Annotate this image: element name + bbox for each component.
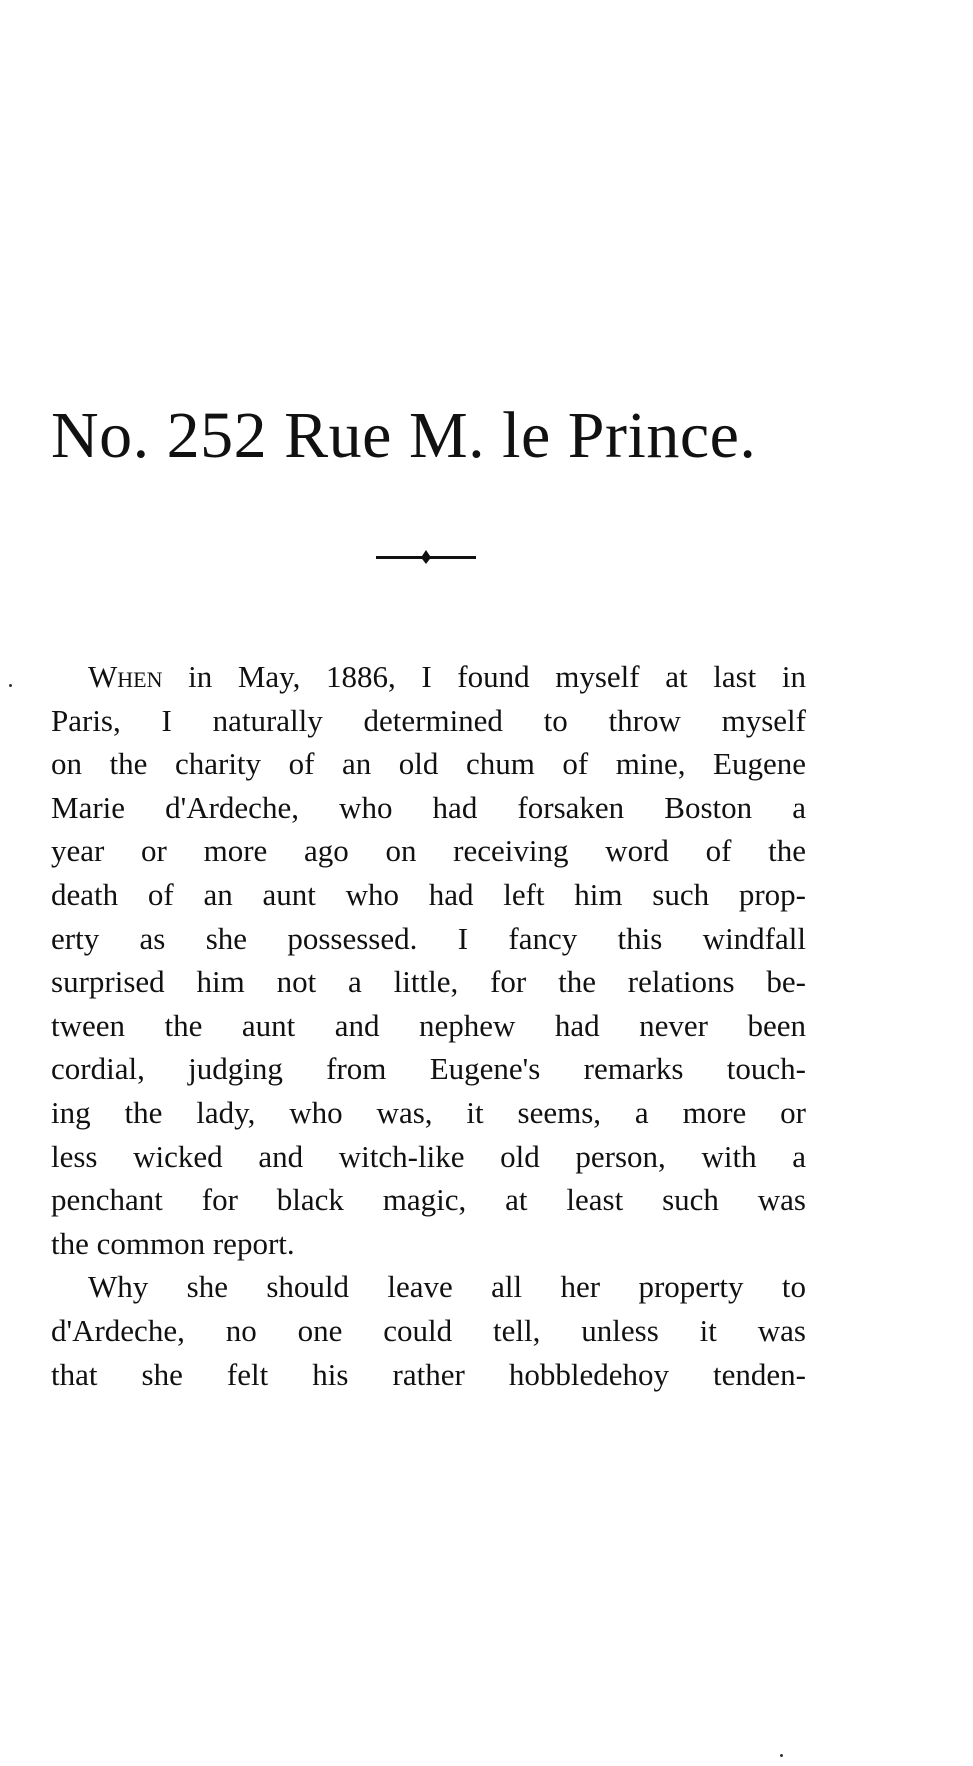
scan-speck — [9, 684, 12, 687]
body-text — [51, 655, 806, 1396]
text-span: in May, 1886, I found myself at last in — [162, 659, 806, 694]
chapter-title: No. 252 Rue M. le Prince. — [51, 399, 757, 472]
text-line: tween the aunt and nephew had never been — [51, 1007, 806, 1043]
paragraph-2 — [51, 1265, 806, 1396]
text-line: that she felt his rather hobbledehoy tenden- — [51, 1356, 806, 1392]
text-line: death of an aunt who had left him such prop- — [51, 876, 806, 912]
ornament-divider-icon — [376, 550, 476, 564]
text-line: d'Ardeche, no one could tell, unless it was — [51, 1312, 806, 1348]
text-line: Why she should leave all her property to — [88, 1269, 806, 1305]
text-line: ing the lady, who was, it seems, a more or — [51, 1094, 806, 1130]
paragraph-1 — [51, 655, 806, 1265]
text-line: less wicked and witch-like old person, with a — [51, 1138, 806, 1174]
text-line: cordial, judging from Eugene's remarks touch- — [51, 1051, 806, 1087]
lead-word: When — [88, 659, 163, 694]
text-line: penchant for black magic, at least such was — [51, 1182, 806, 1218]
text-line: Paris, I naturally determined to throw myself — [51, 702, 806, 738]
text-line: year or more ago on receiving word of the — [51, 833, 806, 869]
text-line: the common report. — [51, 1225, 295, 1261]
text-line — [51, 655, 806, 699]
text-line: surprised him not a little, for the relations be- — [51, 964, 806, 1000]
scan-speck — [780, 1754, 783, 1757]
text-line: Marie d'Ardeche, who had forsaken Boston a — [51, 789, 806, 825]
text-line: erty as she possessed. I fancy this windfall — [51, 920, 806, 956]
text-line: on the charity of an old chum of mine, Eugene — [51, 746, 806, 782]
